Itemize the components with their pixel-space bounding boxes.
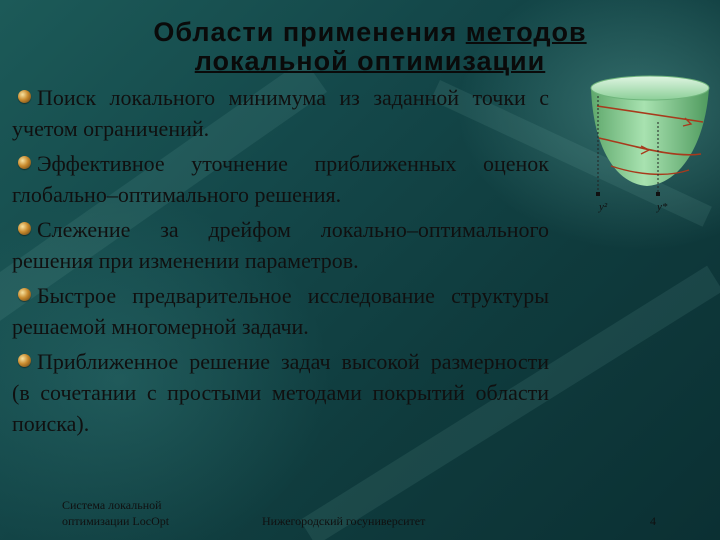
footer-line: Система локальной bbox=[62, 498, 162, 512]
figure-label-left: y² bbox=[599, 201, 608, 213]
title-line-1: Области применения методов bbox=[153, 17, 587, 47]
bowl-rim bbox=[591, 76, 709, 100]
list-item bbox=[12, 214, 549, 276]
list-item bbox=[12, 346, 549, 439]
list-item bbox=[12, 280, 549, 342]
bowl-surface bbox=[591, 88, 709, 186]
point-marker bbox=[596, 192, 600, 196]
paraboloid-figure bbox=[585, 66, 715, 230]
list-item-text: Эффективное уточнение приближенных оценок глобально–оптимального решения. bbox=[12, 151, 549, 207]
title-line-2: локальной оптимизации bbox=[194, 46, 546, 76]
bullet-icon bbox=[18, 222, 31, 235]
list-item bbox=[12, 148, 549, 210]
bullet-icon bbox=[18, 354, 31, 367]
title-underlined-word: методов bbox=[465, 17, 587, 47]
list-item-text: Слежение за дрейфом локально–оптимального решения при изменении параметров. bbox=[12, 217, 549, 273]
list-item-text: Быстрое предварительное исследование структуры решаемой многомерной задачи. bbox=[12, 283, 549, 339]
bullet-icon bbox=[18, 288, 31, 301]
figure-label-right: y* bbox=[657, 201, 668, 213]
bullet-icon bbox=[18, 156, 31, 169]
footer-line: оптимизации LocOpt bbox=[62, 514, 170, 528]
bullet-list bbox=[12, 82, 549, 443]
footer-university: Нижегородский госуниверситет bbox=[262, 514, 426, 528]
footer-system-name bbox=[62, 497, 169, 529]
page-number: 4 bbox=[650, 514, 656, 528]
point-marker bbox=[656, 192, 660, 196]
bullet-icon bbox=[18, 90, 31, 103]
list-item-text: Приближенное решение задач высокой размерности (в сочетании с простыми методами покрытий области поиска). bbox=[12, 349, 549, 436]
list-item-text: Поиск локального минимума из заданной точки с учетом ограничений. bbox=[12, 85, 549, 141]
list-item bbox=[12, 82, 549, 144]
